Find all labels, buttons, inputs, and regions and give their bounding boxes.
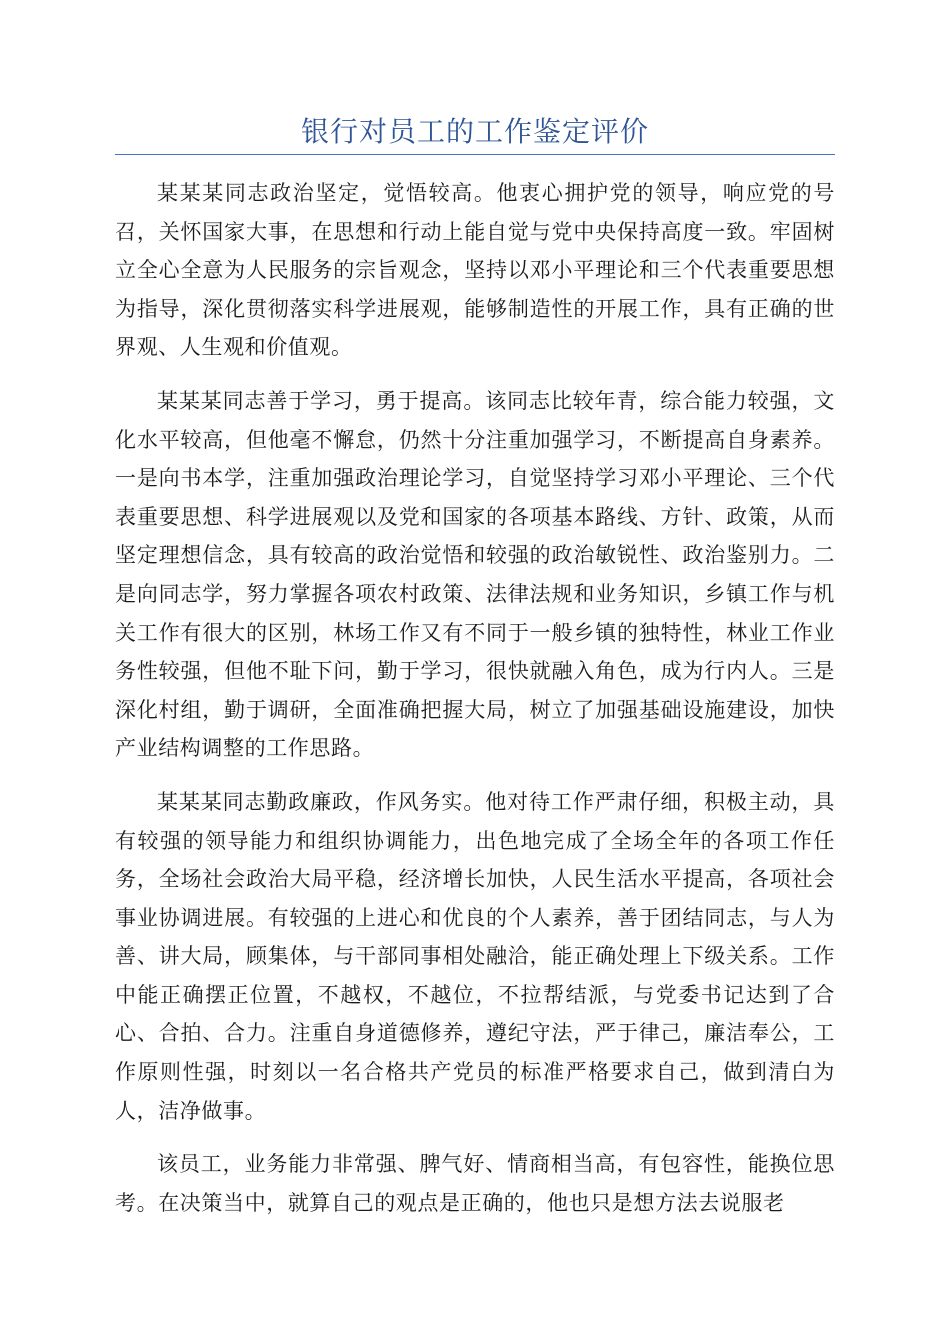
paragraph-political: 某某某同志政治坚定，觉悟较高。他衷心拥护党的领导，响应党的号召，关怀国家大事，在思想和行动上能自觉与党中央保持高度一致。牢固树立全心全意为人民服务的宗旨观念，坚持以邓小平理论和三个代表重要思想为指导，深化贯彻落实科学进展观，能够制造性的开展工作，具有正确的世界观、人生观和价值观。 xyxy=(115,181,835,360)
title-underline xyxy=(115,154,835,155)
document-title: 银行对员工的工作鉴定评价 xyxy=(300,115,649,148)
paragraph-ability: 该员工，业务能力非常强、脾气好、情商相当高，有包容性，能换位思考。在决策当中，就算自己的观点是正确的，他也只是想方法去说服老 xyxy=(115,1152,835,1215)
paragraph-integrity: 某某某同志勤政廉政，作风务实。他对待工作严肃仔细，积极主动，具有较强的领导能力和组织协调能力，出色地完成了全场全年的各项工作任务，全场社会政治大局平稳，经济增长加快，人民生活水平提高，各项社会事业协调进展。有较强的上进心和优良的个人素养，善于团结同志，与人为善、讲大局，顾集体，与干部同事相处融洽，能正确处理上下级关系。工作中能正确摆正位置，不越权，不越位，不拉帮结派，与党委书记达到了合心、合拍、合力。注重自身道德修养，遵纪守法，严于律己，廉洁奉公，工作原则性强，时刻以一名合格共产党员的标准严格要求自己，做到清白为人，洁净做事。 xyxy=(115,789,835,1123)
document-body xyxy=(115,174,835,1237)
paragraph-learning: 某某某同志善于学习，勇于提高。该同志比较年青，综合能力较强，文化水平较高，但他毫不懈怠，仍然十分注重加强学习，不断提高自身素养。一是向书本学，注重加强政治理论学习，自觉坚持学习邓小平理论、三个代表重要思想、科学进展观以及党和国家的各项基本路线、方针、政策，从而坚定理想信念，具有较高的政治觉悟和较强的政治敏锐性、政治鉴别力。二是向同志学，努力掌握各项农村政策、法律法规和业务知识，乡镇工作与机关工作有很大的区别，林场工作又有不同于一般乡镇的独特性，林业工作业务性较强，但他不耻下问，勤于学习，很快就融入角色，成为行内人。三是深化村组，勤于调研，全面准确把握大局，树立了加强基础设施建设，加快产业结构调整的工作思路。 xyxy=(115,388,835,761)
